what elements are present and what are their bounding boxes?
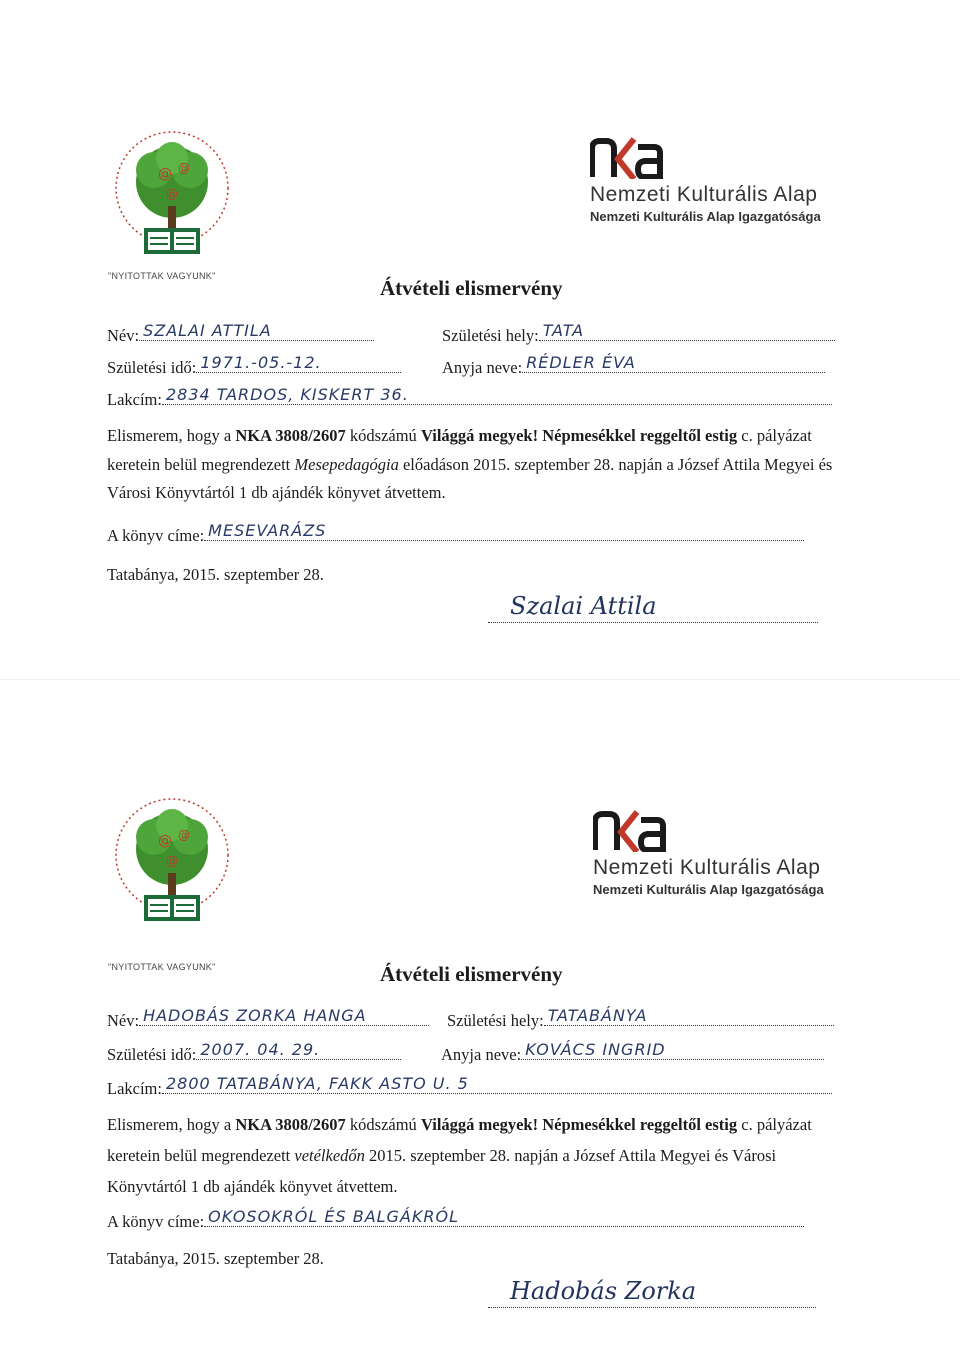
address-field[interactable] (107, 385, 832, 410)
birth-date-value: 1971.-05.-12. (200, 353, 322, 372)
nka-name: Nemzeti Kulturális Alap (593, 856, 821, 879)
birth-place-field[interactable] (442, 321, 835, 346)
mother-name-label: Anyja neve: (441, 1045, 522, 1064)
birth-place-label: Születési hely: (447, 1011, 544, 1030)
address-label: Lakcím: (107, 1079, 162, 1098)
mother-name-value: RÉDLER ÉVA (526, 353, 636, 372)
birth-date-field[interactable] (107, 1040, 401, 1065)
svg-text:@: @ (166, 854, 178, 868)
nka-logo-icon (590, 135, 664, 179)
birth-place-value: TATA (542, 321, 585, 340)
book-title-label: A könyv címe: (107, 526, 205, 545)
library-motto: "NYITOTTAK VAGYUNK" (108, 271, 216, 281)
birth-place-value: TATABÁNYA (547, 1006, 648, 1025)
birth-date-label: Születési idő: (107, 1045, 197, 1064)
library-tree-logo-icon (110, 795, 234, 933)
receipt-2 (0, 679, 960, 1358)
receipt-title: Átvételi elismervény (380, 276, 563, 300)
book-title-field[interactable] (107, 521, 804, 546)
nka-logo (590, 135, 821, 224)
birth-date-value: 2007. 04. 29. (200, 1040, 321, 1059)
receipt-title: Átvételi elismervény (380, 962, 563, 986)
name-label: Név: (107, 1011, 140, 1030)
birth-place-field[interactable] (447, 1006, 834, 1031)
library-tree-logo-icon (110, 128, 234, 266)
acknowledgement-paragraph: Elismerem, hogy a NKA 3808/2607 kódszámú Világgá megyek! Népmesékkel reggeltől estig c. pályázat keretein belül megrendezett vetélkedőn 2015. szeptember 28. napján a József Attila Megyei és Városi Könyvtártól 1 db ajándék könyvet átvettem. (107, 1115, 812, 1196)
nka-subtitle: Nemzeti Kulturális Alap Igazgatósága (590, 209, 821, 224)
nka-logo (593, 808, 824, 897)
book-title-field[interactable] (107, 1207, 804, 1232)
mother-name-value: KOVÁCS INGRID (525, 1040, 666, 1059)
nka-logo-icon (593, 808, 667, 852)
birth-date-label: Születési idő: (107, 358, 197, 377)
book-title-value: MESEVARÁZS (208, 521, 327, 540)
name-field[interactable] (107, 1006, 429, 1031)
acknowledgement-paragraph: Elismerem, hogy a NKA 3808/2607 kódszámú Világgá megyek! Népmesékkel reggeltől estig c. pályázat keretein belül megrendezett Mesepedagógia előadáson 2015. szeptember 28. napján a József Attila Megyei és Városi Könyvtártól 1 db ajándék könyvet átvettem. (107, 426, 833, 502)
name-value: SZALAI ATTILA (143, 321, 272, 340)
address-value: 2800 TATABÁNYA, FAKK ASTO U. 5 (165, 1074, 469, 1093)
name-value: HADOBÁS ZORKA HANGA (143, 1006, 367, 1025)
signature: Hadobás Zorka (510, 1277, 697, 1305)
name-label: Név: (107, 326, 140, 345)
nka-name: Nemzeti Kulturális Alap (590, 183, 818, 206)
svg-text:@: @ (158, 166, 172, 182)
svg-text:@: @ (158, 833, 172, 849)
svg-text:@: @ (178, 828, 190, 842)
nka-subtitle: Nemzeti Kulturális Alap Igazgatósága (593, 882, 824, 897)
signature: Szalai Attila (510, 592, 657, 620)
signature-line[interactable] (488, 592, 818, 623)
birth-place-label: Születési hely: (442, 326, 539, 345)
place-date: Tatabánya, 2015. szeptember 28. (107, 1249, 324, 1268)
signature-line[interactable] (488, 1277, 816, 1308)
birth-date-field[interactable] (107, 353, 401, 378)
mother-name-field[interactable] (442, 353, 825, 378)
address-label: Lakcím: (107, 390, 162, 409)
address-field[interactable] (107, 1074, 832, 1099)
mother-name-field[interactable] (441, 1040, 824, 1065)
library-motto: "NYITOTTAK VAGYUNK" (108, 962, 216, 972)
book-title-label: A könyv címe: (107, 1212, 205, 1231)
address-value: 2834 TARDOS, KISKERT 36. (165, 385, 409, 404)
name-field[interactable] (107, 321, 374, 346)
svg-text:@: @ (178, 161, 190, 175)
book-title-value: OKOSOKRÓL ÉS BALGÁKRÓL (208, 1207, 460, 1226)
mother-name-label: Anyja neve: (442, 358, 523, 377)
svg-text:@: @ (166, 187, 178, 201)
place-date: Tatabánya, 2015. szeptember 28. (107, 565, 324, 584)
